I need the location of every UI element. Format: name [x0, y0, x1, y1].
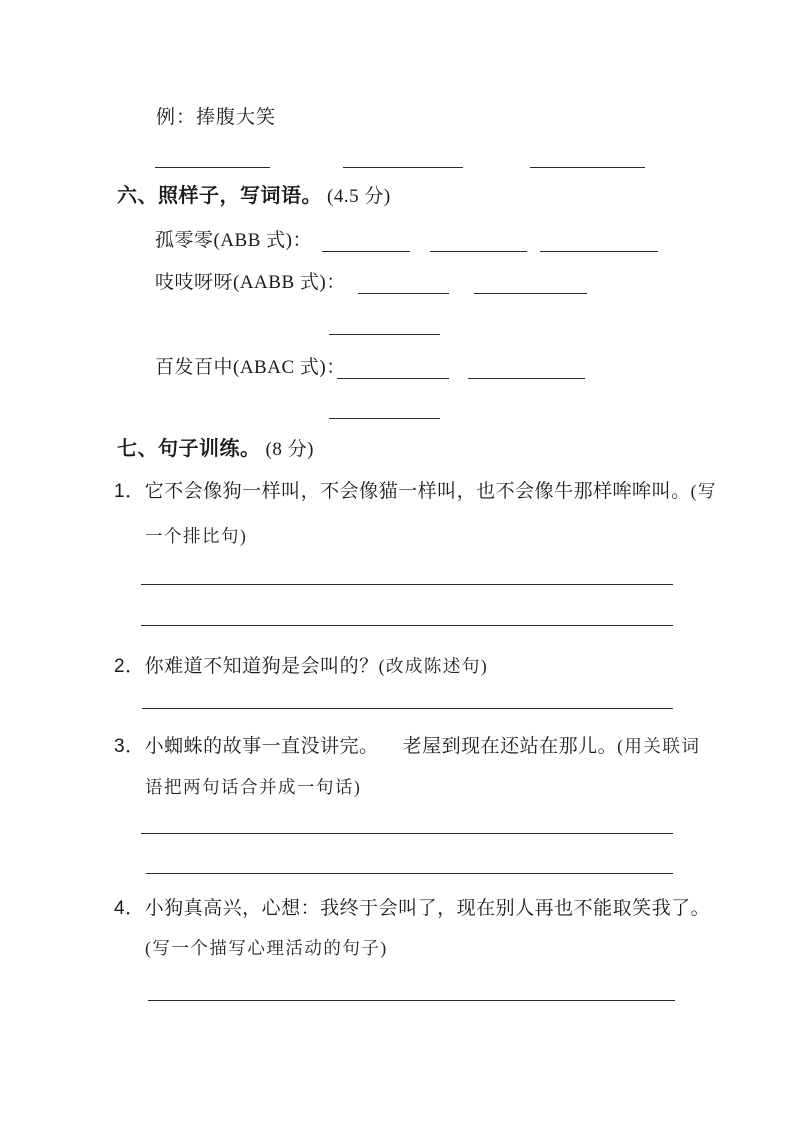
aabb-word-blank-2[interactable] [474, 275, 587, 294]
example-word-blank-2[interactable] [343, 149, 463, 168]
question-4-answer-line-1[interactable] [148, 982, 675, 1001]
example-word-label: 例：捧腹大笑 [156, 107, 277, 128]
section-six-heading [117, 184, 391, 209]
word-pattern-prompt-abac: 百发百中(ABAC 式)： [155, 357, 346, 378]
section-seven-score: (8 分) [265, 439, 314, 460]
question-3 [114, 735, 700, 759]
question-3-answer-line-1[interactable] [141, 815, 673, 834]
section-seven-title: 七、句子训练。 [117, 438, 261, 460]
abb-word-blank-3[interactable] [540, 233, 658, 252]
question-3-text-b: 老屋到现在还站在那儿。 [402, 736, 618, 757]
question-1-hint-part2: 一个排比句) [145, 526, 248, 546]
question-1-hint-part1: (写 [690, 481, 717, 501]
abac-word-blank-3[interactable] [329, 400, 440, 419]
question-2 [114, 655, 488, 679]
question-2-answer-line-1[interactable] [142, 690, 673, 709]
abac-word-blank-2[interactable] [468, 360, 585, 379]
question-1-answer-line-2[interactable] [141, 607, 673, 626]
aabb-word-blank-1[interactable] [358, 275, 449, 294]
question-4-hint: (写一个描写心理活动的句子) [145, 938, 388, 958]
abb-word-blank-1[interactable] [322, 233, 410, 252]
question-1-answer-line-1[interactable] [141, 566, 673, 585]
question-3-text-a: 3．小蜘蛛的故事一直没讲完。 [114, 736, 379, 757]
question-4-text: 4．小狗真高兴，心想：我终于会叫了，现在别人再也不能取笑我了。 [114, 898, 711, 919]
section-six-score: (4.5 分) [327, 186, 391, 207]
question-1-text: 1．它不会像狗一样叫，不会像猫一样叫，也不会像牛那样哞哞叫。 [114, 481, 691, 502]
example-word-blank-3[interactable] [530, 149, 645, 168]
abac-word-blank-1[interactable] [337, 360, 449, 379]
question-3-answer-line-2[interactable] [146, 855, 673, 874]
question-2-text: 2．你难道不知道狗是会叫的？ [114, 656, 379, 677]
question-2-hint: (改成陈述句) [378, 656, 489, 676]
word-pattern-prompt-aabb: 吱吱呀呀(AABB 式)： [155, 272, 346, 293]
abb-word-blank-2[interactable] [430, 233, 527, 252]
word-pattern-prompt-abb: 孤零零(ABB 式)： [155, 230, 312, 251]
aabb-word-blank-3[interactable] [329, 316, 440, 335]
example-word-blank-1[interactable] [155, 149, 270, 168]
question-3-hint-part1: (用关联词 [617, 736, 701, 756]
question-1 [114, 480, 717, 504]
section-six-title: 六、照样子，写词语。 [117, 185, 322, 207]
section-seven-heading [117, 437, 314, 462]
question-3-hint-part2: 语把两句话合并成一句话) [145, 777, 362, 797]
